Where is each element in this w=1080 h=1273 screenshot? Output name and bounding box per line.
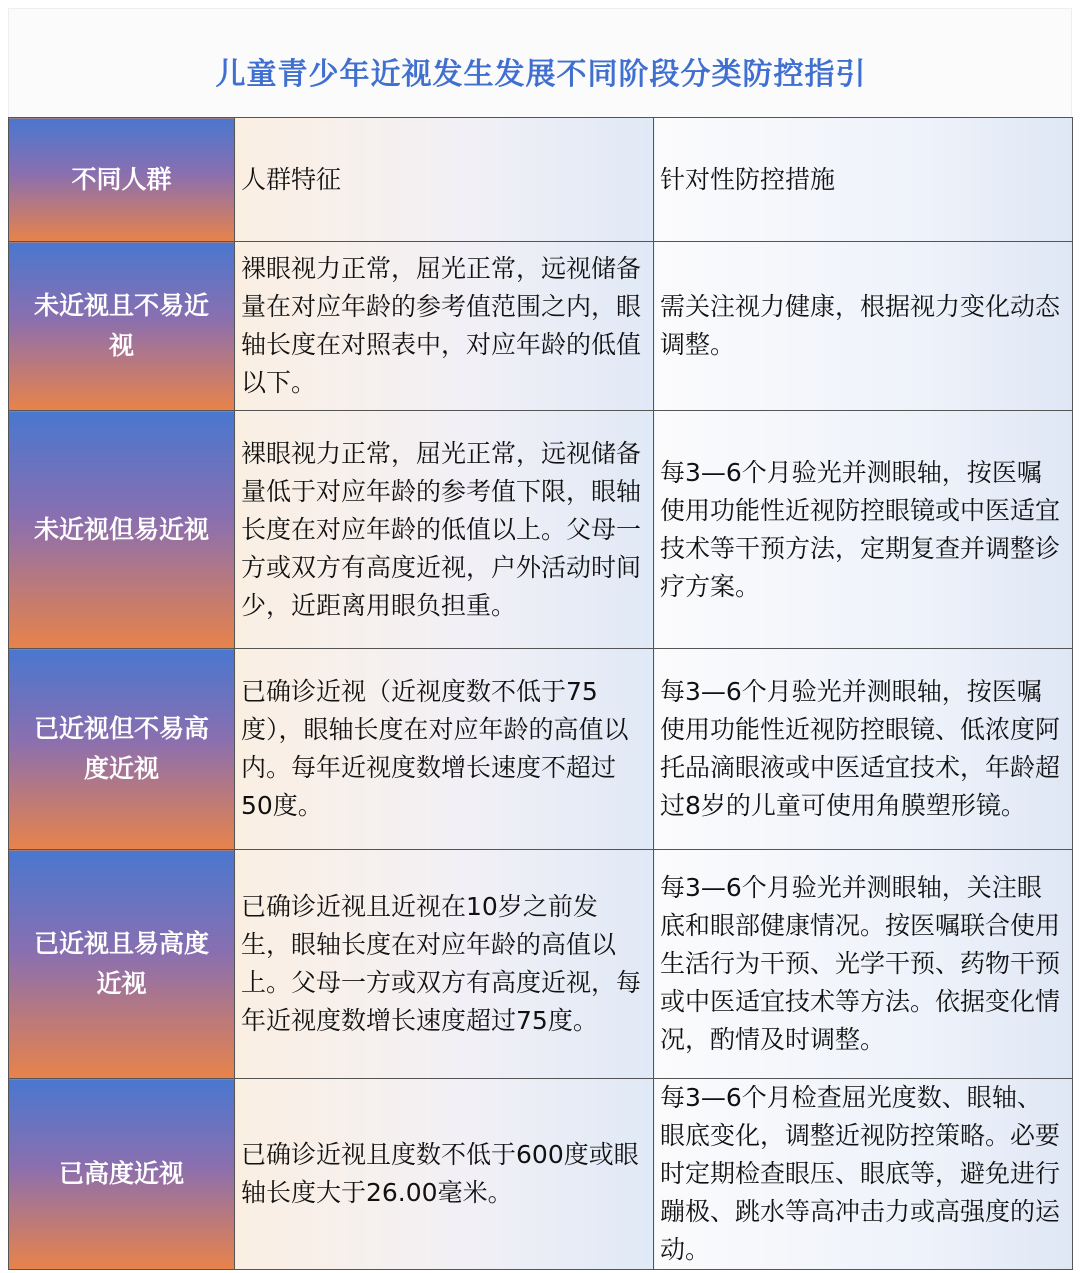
group-cell: 已近视但不易高度近视 [9, 649, 235, 850]
measures-cell: 每3—6个月检查屈光度数、眼轴、眼底变化，调整近视防控策略。必要时定期检查眼压、眼底等，避免进行蹦极、跳水等高冲击力或高强度的运动。 [654, 1079, 1073, 1270]
features-cell: 裸眼视力正常，屈光正常，远视储备量在对应年龄的参考值范围之内，眼轴长度在对照表中，对应年龄的低值以下。 [235, 242, 654, 411]
group-cell: 已近视且易高度近视 [9, 850, 235, 1079]
measures-cell: 每3—6个月验光并测眼轴，关注眼底和眼部健康情况。按医嘱联合使用生活行为干预、光学干预、药物干预或中医适宜技术等方法。依据变化情况，酌情及时调整。 [654, 850, 1073, 1079]
table-row [9, 1079, 1073, 1270]
header-cell-measures: 针对性防控措施 [654, 118, 1073, 242]
table-row [9, 242, 1073, 411]
guideline-table [8, 117, 1073, 1270]
table-row [9, 411, 1073, 649]
features-cell: 已确诊近视且近视在10岁之前发生，眼轴长度在对应年龄的高值以上。父母一方或双方有高度近视，每年近视度数增长速度超过75度。 [235, 850, 654, 1079]
group-cell: 未近视但易近视 [9, 411, 235, 649]
header-banner [8, 8, 1072, 118]
header-cell-features: 人群特征 [235, 118, 654, 242]
group-cell: 已高度近视 [9, 1079, 235, 1270]
measures-cell: 需关注视力健康，根据视力变化动态调整。 [654, 242, 1073, 411]
table-header-row [9, 118, 1073, 242]
table-row [9, 649, 1073, 850]
group-cell: 未近视且不易近视 [9, 242, 235, 411]
table-row [9, 850, 1073, 1079]
measures-cell: 每3—6个月验光并测眼轴，按医嘱使用功能性近视防控眼镜或中医适宜技术等干预方法，定期复查并调整诊疗方案。 [654, 411, 1073, 649]
header-cell-group: 不同人群 [9, 118, 235, 242]
features-cell: 已确诊近视（近视度数不低于75度），眼轴长度在对应年龄的高值以内。每年近视度数增长速度不超过50度。 [235, 649, 654, 850]
measures-cell: 每3—6个月验光并测眼轴，按医嘱使用功能性近视防控眼镜、低浓度阿托品滴眼液或中医适宜技术，年龄超过8岁的儿童可使用角膜塑形镜。 [654, 649, 1073, 850]
page-title: 儿童青少年近视发生发展不同阶段分类防控指引 [215, 57, 867, 92]
features-cell: 已确诊近视且度数不低于600度或眼轴长度大于26.00毫米。 [235, 1079, 654, 1270]
features-cell: 裸眼视力正常，屈光正常，远视储备量低于对应年龄的参考值下限，眼轴长度在对应年龄的低值以上。父母一方或双方有高度近视，户外活动时间少，近距离用眼负担重。 [235, 411, 654, 649]
